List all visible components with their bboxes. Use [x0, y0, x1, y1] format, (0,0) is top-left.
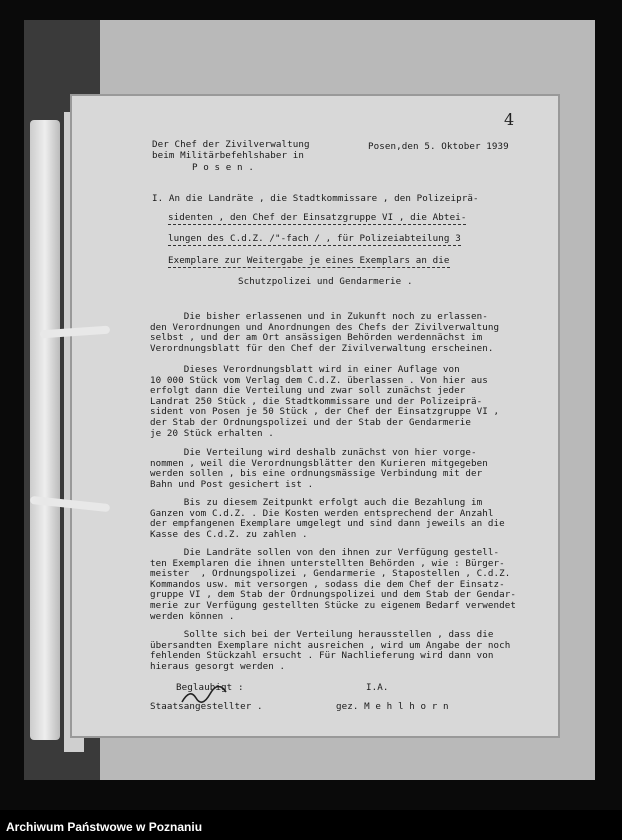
address-line-2: sidenten , den Chef der Einsatzgruppe VI , die Abtei- [168, 212, 467, 223]
signed-name: gez. M e h l h o r n [336, 701, 449, 712]
certified-label: Beglaubigt : [176, 682, 244, 693]
address-line-4: Exemplare zur Weitergabe je eines Exemplars an die [168, 255, 450, 266]
clerk-label: Staatsangestellter . [150, 701, 263, 712]
archive-credit: Archiwum Państwowe w Poznaniu [6, 820, 203, 834]
sender-line-1: Der Chef der Zivilverwaltung [152, 139, 310, 150]
sender-line-3: P o s e n . [192, 162, 254, 173]
paragraph-2: Dieses Verordnungsblatt wird in einer Auflage von 10 000 Stück vom Verlag dem C.d.Z. überlassen . Von hier aus erfolgt dann die Verteilung und zwar soll zunächst jeder Landrat 250 Stück , die Stadtkommissare und der Polizeiprä- sident von Posen je 50 Stück , der Chef der Einsatzgruppe VI , der Stab der Ordnungspolizei und der Stab der Gendarmerie je 20 Stück erhalten . [150, 364, 500, 439]
handwritten-initial [180, 686, 230, 706]
paragraph-1: Die bisher erlassenen und in Zukunft noch zu erlassen- den Verordnungen und Anordnungen des Chefs der Zivilverwaltung selbst , und der am Ort ansässigen Behörden werdennächst im Verordnungsblatt für den Chef der Zivilverwaltung erscheinen. [150, 311, 500, 354]
address-line-5: Schutzpolizei und Gendarmerie . [238, 276, 413, 287]
sender-line-2: beim Militärbefehlshaber in [152, 150, 305, 161]
address-line-1: I. An die Landräte , die Stadtkommissare , den Polizeiprä- [152, 193, 479, 204]
paragraph-5: Die Landräte sollen von den ihnen zur Verfügung gestell- ten Exemplaren die ihnen unterstellten Behörden , wie : Bürger- meister , Ordnungspolizei , Gendarmerie , Stapostellen , C.d.Z. Kommandos usw. mit versorgen , sodass die dem Chef der Einsatz- gruppe VI , dem Stab der Ordnungspolizei und dem Stab der Gendar- merie zur Verfügung gestellten Stücke zu eigenem Bedarf verwendet werden können . [150, 547, 517, 622]
file-spine [30, 120, 60, 740]
page-number: 4 [504, 110, 515, 129]
paragraph-6: Sollte sich bei der Verteilung herausstellen , dass die übersandten Exemplare nicht ausreichen , wird um Angabe der noch fehlenden Stückzahl ersucht . Für Nachlieferung wird dann von hieraus gesorgt werden . [150, 629, 511, 672]
ia-label: I.A. [366, 682, 389, 693]
address-line-3: lungen des C.d.Z. /"-fach / , für Polizeiabteilung 3 [168, 233, 461, 244]
place-date: Posen,den 5. Oktober 1939 [368, 141, 509, 152]
paragraph-4: Bis zu diesem Zeitpunkt erfolgt auch die Bezahlung im Ganzen vom C.d.Z. . Die Kosten werden entsprechend der Anzahl der empfangenen Exemplare umgelegt und sind dann jeweils an die Kasse des C.d.Z. zu zahlen . [150, 497, 505, 540]
paragraph-3: Die Verteilung wird deshalb zunächst von hier vorge- nommen , weil die Verordnungsblätter den Kurieren mitgegeben werden sollen , bis eine ordnungsmässige Verbindung mit der Bahn und Post gesichert ist . [150, 447, 488, 490]
